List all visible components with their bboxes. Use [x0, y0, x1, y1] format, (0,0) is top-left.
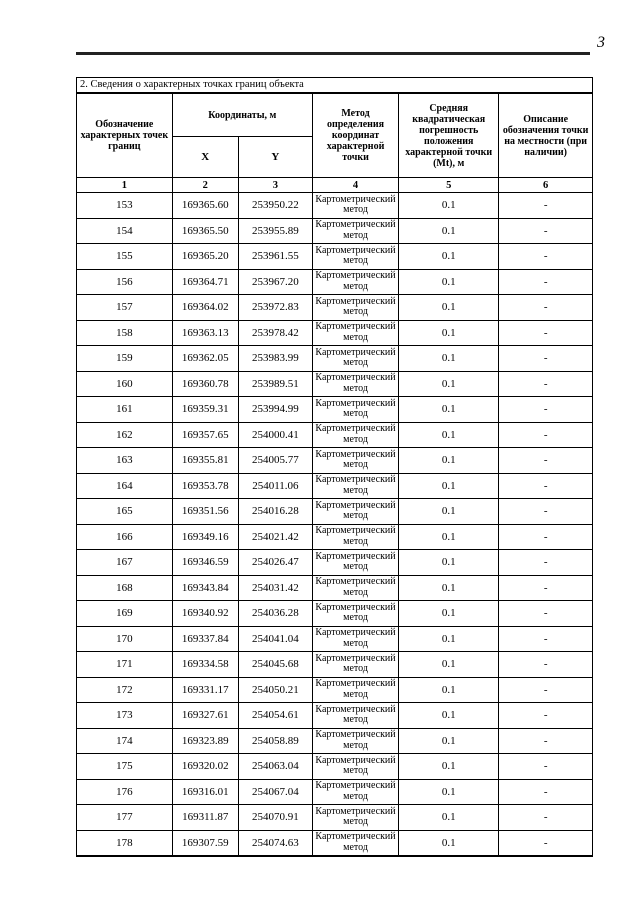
table-row — [77, 575, 592, 601]
method-cell: Картометрический метод — [312, 499, 398, 525]
x-coordinate-cell: 169364.71 — [172, 269, 238, 295]
x-coordinate-cell: 169365.50 — [172, 218, 238, 244]
description-cell: - — [499, 269, 592, 295]
column-number: 4 — [312, 178, 398, 193]
method-cell: Картометрический метод — [312, 422, 398, 448]
table-row — [77, 601, 592, 627]
accuracy-cell: 0.1 — [399, 499, 499, 525]
description-cell: - — [499, 218, 592, 244]
column-number: 1 — [77, 178, 172, 193]
method-cell: Картометрический метод — [312, 652, 398, 678]
y-coordinate-cell: 253989.51 — [238, 371, 312, 397]
accuracy-cell: 0.1 — [399, 524, 499, 550]
accuracy-cell: 0.1 — [399, 677, 499, 703]
x-coordinate-cell: 169334.58 — [172, 652, 238, 678]
method-cell: Картометрический метод — [312, 703, 398, 729]
accuracy-cell: 0.1 — [399, 371, 499, 397]
header-rule — [76, 52, 590, 55]
header-y: Y — [238, 137, 312, 178]
description-cell: - — [499, 830, 592, 856]
point-cell: 162 — [77, 422, 172, 448]
description-cell: - — [499, 473, 592, 499]
point-cell: 173 — [77, 703, 172, 729]
accuracy-cell: 0.1 — [399, 473, 499, 499]
y-coordinate-cell: 253983.99 — [238, 346, 312, 372]
x-coordinate-cell: 169362.05 — [172, 346, 238, 372]
x-coordinate-cell: 169355.81 — [172, 448, 238, 474]
description-cell: - — [499, 779, 592, 805]
header-designation: Обозначение характерных точек границ — [77, 94, 172, 178]
x-coordinate-cell: 169363.13 — [172, 320, 238, 346]
description-cell: - — [499, 320, 592, 346]
table-row — [77, 499, 592, 525]
table-row — [77, 448, 592, 474]
description-cell: - — [499, 575, 592, 601]
accuracy-cell: 0.1 — [399, 754, 499, 780]
y-coordinate-cell: 253950.22 — [238, 193, 312, 219]
y-coordinate-cell: 254074.63 — [238, 830, 312, 856]
description-cell: - — [499, 422, 592, 448]
description-cell: - — [499, 754, 592, 780]
section-title: 2. Сведения о характерных точках границ объекта — [77, 78, 592, 93]
y-coordinate-cell: 254036.28 — [238, 601, 312, 627]
table-row — [77, 371, 592, 397]
description-cell: - — [499, 728, 592, 754]
method-cell: Картометрический метод — [312, 830, 398, 856]
table-row — [77, 320, 592, 346]
description-cell: - — [499, 677, 592, 703]
x-coordinate-cell: 169323.89 — [172, 728, 238, 754]
point-cell: 167 — [77, 550, 172, 576]
x-coordinate-cell: 169351.56 — [172, 499, 238, 525]
accuracy-cell: 0.1 — [399, 422, 499, 448]
header-coordinates: Координаты, м — [172, 94, 312, 137]
table-row — [77, 677, 592, 703]
point-cell: 169 — [77, 601, 172, 627]
x-coordinate-cell: 169365.20 — [172, 244, 238, 270]
method-cell: Картометрический метод — [312, 601, 398, 627]
table-row — [77, 524, 592, 550]
accuracy-cell: 0.1 — [399, 805, 499, 831]
y-coordinate-cell: 253972.83 — [238, 295, 312, 321]
table-row — [77, 779, 592, 805]
description-cell: - — [499, 652, 592, 678]
point-cell: 156 — [77, 269, 172, 295]
x-coordinate-cell: 169307.59 — [172, 830, 238, 856]
point-cell: 174 — [77, 728, 172, 754]
accuracy-cell: 0.1 — [399, 830, 499, 856]
table-body — [77, 193, 592, 856]
point-cell: 160 — [77, 371, 172, 397]
x-coordinate-cell: 169316.01 — [172, 779, 238, 805]
point-cell: 168 — [77, 575, 172, 601]
accuracy-cell: 0.1 — [399, 601, 499, 627]
table-row — [77, 422, 592, 448]
method-cell: Картометрический метод — [312, 397, 398, 423]
point-cell: 154 — [77, 218, 172, 244]
description-cell: - — [499, 295, 592, 321]
y-coordinate-cell: 254016.28 — [238, 499, 312, 525]
table-row — [77, 830, 592, 856]
method-cell: Картометрический метод — [312, 524, 398, 550]
y-coordinate-cell: 254045.68 — [238, 652, 312, 678]
y-coordinate-cell: 254058.89 — [238, 728, 312, 754]
y-coordinate-cell: 254067.04 — [238, 779, 312, 805]
column-number: 5 — [399, 178, 499, 193]
point-cell: 164 — [77, 473, 172, 499]
table-row — [77, 269, 592, 295]
method-cell: Картометрический метод — [312, 269, 398, 295]
description-cell: - — [499, 397, 592, 423]
table-row — [77, 754, 592, 780]
y-coordinate-cell: 254054.61 — [238, 703, 312, 729]
x-coordinate-cell: 169359.31 — [172, 397, 238, 423]
description-cell: - — [499, 550, 592, 576]
accuracy-cell: 0.1 — [399, 703, 499, 729]
method-cell: Картометрический метод — [312, 473, 398, 499]
x-coordinate-cell: 169337.84 — [172, 626, 238, 652]
table-row — [77, 652, 592, 678]
x-coordinate-cell: 169320.02 — [172, 754, 238, 780]
accuracy-cell: 0.1 — [399, 193, 499, 219]
header-x: X — [172, 137, 238, 178]
point-cell: 171 — [77, 652, 172, 678]
point-cell: 172 — [77, 677, 172, 703]
accuracy-cell: 0.1 — [399, 346, 499, 372]
point-cell: 161 — [77, 397, 172, 423]
x-coordinate-cell: 169346.59 — [172, 550, 238, 576]
y-coordinate-cell: 254000.41 — [238, 422, 312, 448]
method-cell: Картометрический метод — [312, 728, 398, 754]
y-coordinate-cell: 253994.99 — [238, 397, 312, 423]
column-number: 6 — [499, 178, 592, 193]
method-cell: Картометрический метод — [312, 218, 398, 244]
accuracy-cell: 0.1 — [399, 295, 499, 321]
x-coordinate-cell: 169349.16 — [172, 524, 238, 550]
accuracy-cell: 0.1 — [399, 448, 499, 474]
method-cell: Картометрический метод — [312, 575, 398, 601]
x-coordinate-cell: 169364.02 — [172, 295, 238, 321]
method-cell: Картометрический метод — [312, 754, 398, 780]
x-coordinate-cell: 169357.65 — [172, 422, 238, 448]
x-coordinate-cell: 169365.60 — [172, 193, 238, 219]
description-cell: - — [499, 524, 592, 550]
y-coordinate-cell: 254026.47 — [238, 550, 312, 576]
point-cell: 166 — [77, 524, 172, 550]
point-cell: 177 — [77, 805, 172, 831]
point-cell: 157 — [77, 295, 172, 321]
table-row — [77, 550, 592, 576]
y-coordinate-cell: 253967.20 — [238, 269, 312, 295]
point-cell: 165 — [77, 499, 172, 525]
accuracy-cell: 0.1 — [399, 550, 499, 576]
point-cell: 159 — [77, 346, 172, 372]
accuracy-cell: 0.1 — [399, 626, 499, 652]
table-row — [77, 244, 592, 270]
accuracy-cell: 0.1 — [399, 397, 499, 423]
accuracy-cell: 0.1 — [399, 218, 499, 244]
y-coordinate-cell: 253955.89 — [238, 218, 312, 244]
y-coordinate-cell: 254021.42 — [238, 524, 312, 550]
description-cell: - — [499, 626, 592, 652]
table-row — [77, 728, 592, 754]
description-cell: - — [499, 499, 592, 525]
table-row — [77, 193, 592, 219]
x-coordinate-cell: 169327.61 — [172, 703, 238, 729]
x-coordinate-cell: 169360.78 — [172, 371, 238, 397]
table-row — [77, 626, 592, 652]
method-cell: Картометрический метод — [312, 346, 398, 372]
y-coordinate-cell: 254063.04 — [238, 754, 312, 780]
y-coordinate-cell: 254031.42 — [238, 575, 312, 601]
description-cell: - — [499, 193, 592, 219]
method-cell: Картометрический метод — [312, 193, 398, 219]
accuracy-cell: 0.1 — [399, 728, 499, 754]
y-coordinate-cell: 253961.55 — [238, 244, 312, 270]
x-coordinate-cell: 169343.84 — [172, 575, 238, 601]
accuracy-cell: 0.1 — [399, 575, 499, 601]
method-cell: Картометрический метод — [312, 295, 398, 321]
page-number: 3 — [597, 34, 605, 51]
method-cell: Картометрический метод — [312, 448, 398, 474]
point-cell: 163 — [77, 448, 172, 474]
table-row — [77, 397, 592, 423]
description-cell: - — [499, 244, 592, 270]
point-cell: 153 — [77, 193, 172, 219]
table-row — [77, 218, 592, 244]
accuracy-cell: 0.1 — [399, 244, 499, 270]
method-cell: Картометрический метод — [312, 626, 398, 652]
point-cell: 170 — [77, 626, 172, 652]
point-cell: 155 — [77, 244, 172, 270]
point-cell: 176 — [77, 779, 172, 805]
description-cell: - — [499, 448, 592, 474]
x-coordinate-cell: 169340.92 — [172, 601, 238, 627]
point-cell: 175 — [77, 754, 172, 780]
header-description: Описание обозначения точки на местности (при наличии) — [499, 94, 592, 178]
header-method: Метод определения координат характерной точки — [312, 94, 398, 178]
method-cell: Картометрический метод — [312, 320, 398, 346]
column-number: 2 — [172, 178, 238, 193]
y-coordinate-cell: 253978.42 — [238, 320, 312, 346]
y-coordinate-cell: 254005.77 — [238, 448, 312, 474]
column-number: 3 — [238, 178, 312, 193]
method-cell: Картометрический метод — [312, 779, 398, 805]
table-row — [77, 805, 592, 831]
method-cell: Картометрический метод — [312, 371, 398, 397]
x-coordinate-cell: 169311.87 — [172, 805, 238, 831]
header-accuracy: Средняя квадратическая погрешность положения характерной точки (Mt), м — [399, 94, 499, 178]
description-cell: - — [499, 371, 592, 397]
table-row — [77, 703, 592, 729]
method-cell: Картометрический метод — [312, 805, 398, 831]
description-cell: - — [499, 346, 592, 372]
boundary-points-section — [76, 77, 593, 857]
description-cell: - — [499, 601, 592, 627]
method-cell: Картометрический метод — [312, 677, 398, 703]
point-cell: 178 — [77, 830, 172, 856]
x-coordinate-cell: 169353.78 — [172, 473, 238, 499]
description-cell: - — [499, 805, 592, 831]
point-cell: 158 — [77, 320, 172, 346]
boundary-points-table — [77, 93, 592, 856]
y-coordinate-cell: 254011.06 — [238, 473, 312, 499]
y-coordinate-cell: 254050.21 — [238, 677, 312, 703]
accuracy-cell: 0.1 — [399, 779, 499, 805]
method-cell: Картометрический метод — [312, 244, 398, 270]
column-number-row — [77, 178, 592, 193]
y-coordinate-cell: 254041.04 — [238, 626, 312, 652]
table-row — [77, 295, 592, 321]
x-coordinate-cell: 169331.17 — [172, 677, 238, 703]
accuracy-cell: 0.1 — [399, 320, 499, 346]
method-cell: Картометрический метод — [312, 550, 398, 576]
accuracy-cell: 0.1 — [399, 269, 499, 295]
description-cell: - — [499, 703, 592, 729]
table-row — [77, 346, 592, 372]
y-coordinate-cell: 254070.91 — [238, 805, 312, 831]
accuracy-cell: 0.1 — [399, 652, 499, 678]
table-row — [77, 473, 592, 499]
